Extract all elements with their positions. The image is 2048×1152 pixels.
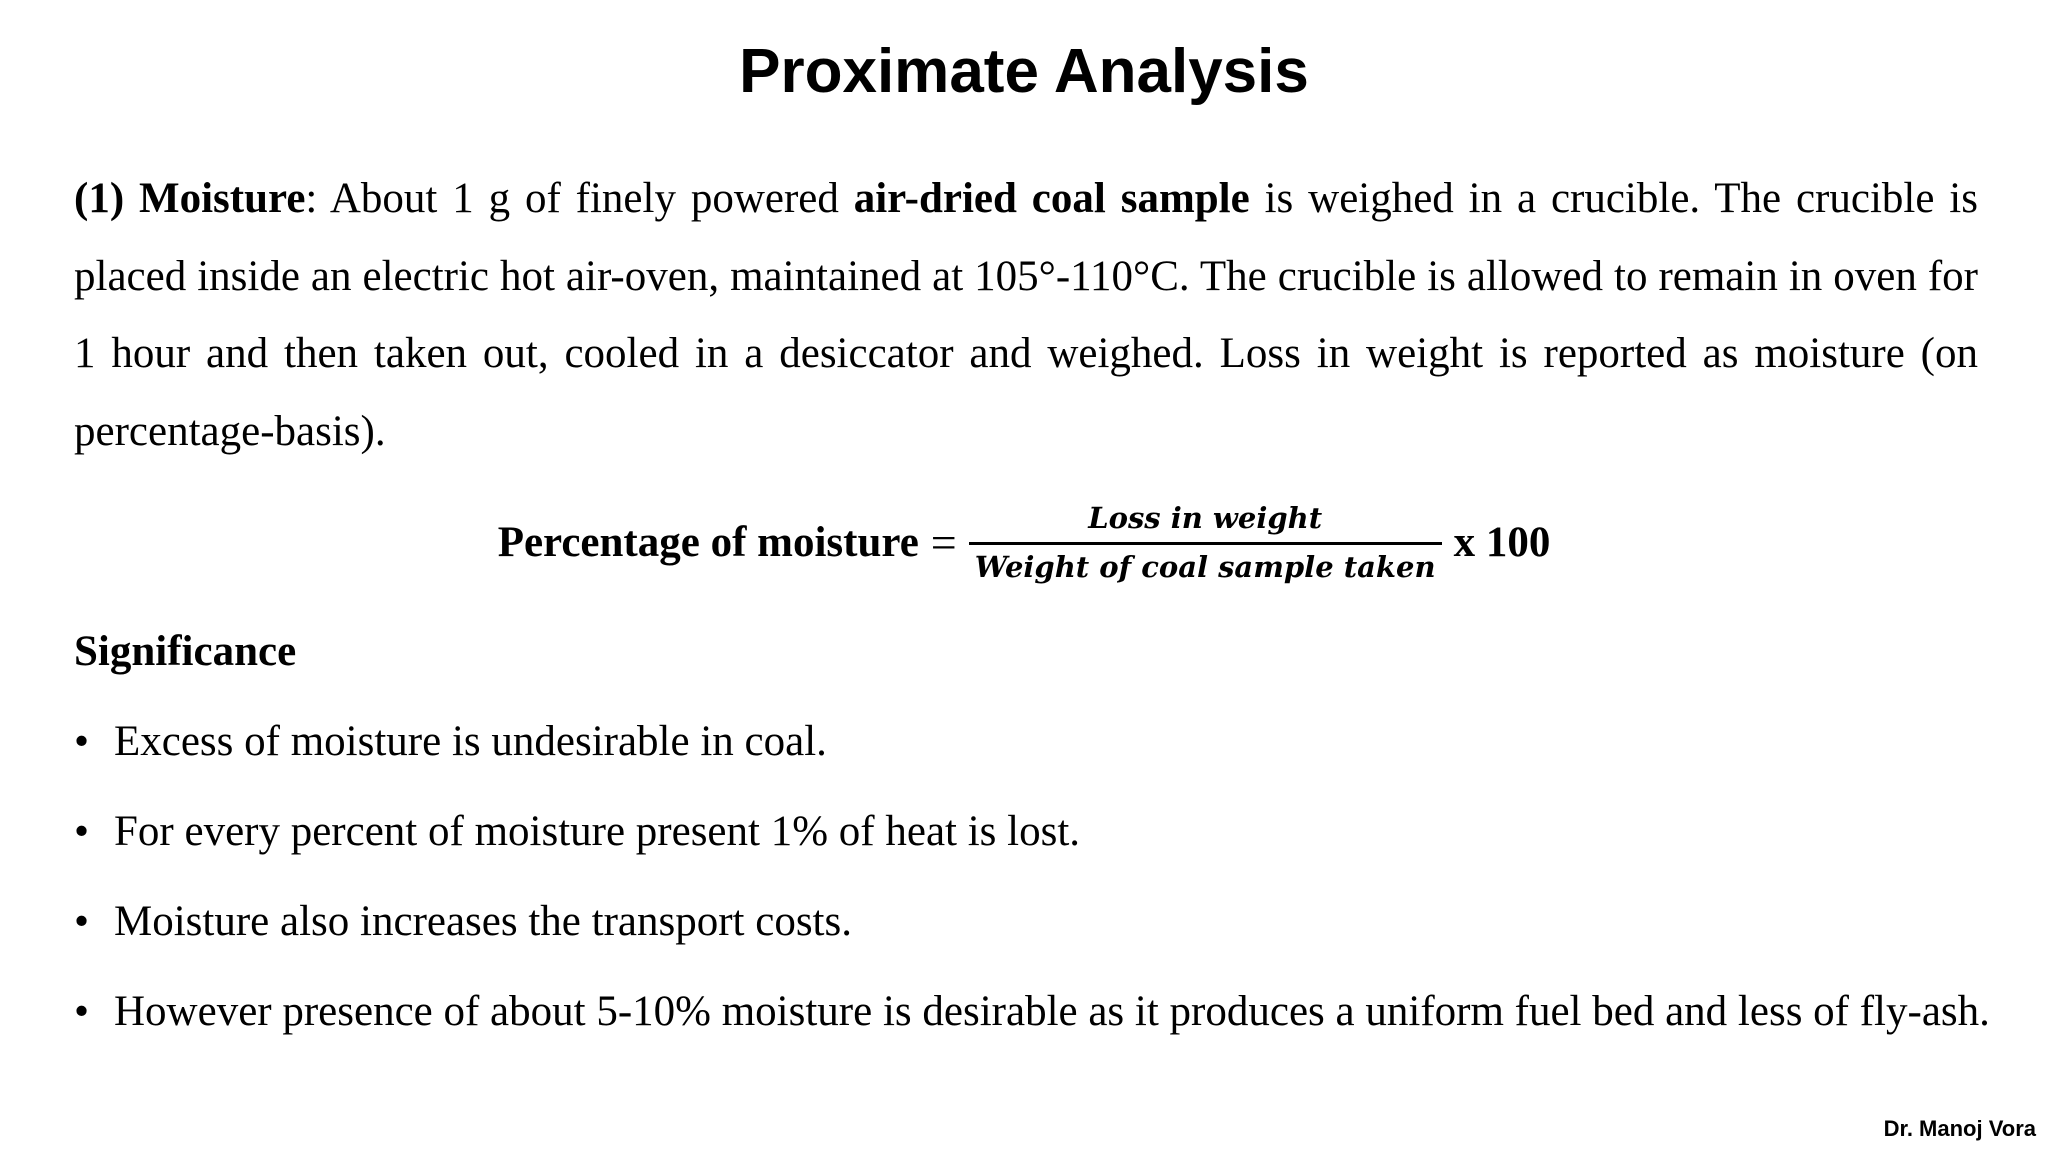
bullet-icon: • — [74, 808, 90, 855]
moisture-formula — [0, 498, 2048, 587]
moisture-text-2: is weighed in a crucible. The crucible is placed inside an electric hot air-oven, maintained at 105°-110°C. The crucible is allowed to remain in oven for 1 hour and then taken out, cooled in a desiccator and weighed. Loss in weight is reported as moisture (on percentage-basis). — [74, 175, 1978, 455]
list-item-text: However presence of about 5-10% moisture is desirable as it produces a uniform fuel bed and less of fly-ash. — [114, 988, 1990, 1035]
significance-list — [74, 712, 1990, 1072]
list-item-text: Excess of moisture is undesirable in coal. — [114, 718, 827, 765]
author-credit: Dr. Manoj Vora — [1883, 1116, 2036, 1141]
list-item — [74, 892, 1990, 982]
formula-numerator: Loss in weight — [969, 498, 1442, 545]
list-item — [74, 712, 1990, 802]
moisture-paragraph — [74, 160, 1978, 470]
moisture-label: (1) Moisture — [74, 175, 306, 222]
bullet-icon: • — [74, 718, 90, 765]
formula-multiplier: x 100 — [1453, 519, 1551, 566]
list-item-text: For every percent of moisture present 1% of heat is lost. — [114, 808, 1081, 855]
list-item-text: Moisture also increases the transport costs. — [114, 898, 852, 945]
moisture-bold-phrase: air-dried coal sample — [853, 175, 1250, 222]
list-item — [74, 982, 1990, 1072]
formula-lhs: Percentage of moisture — [497, 519, 919, 566]
bullet-icon: • — [74, 898, 90, 945]
list-item — [74, 802, 1990, 892]
slide-title: Proximate Analysis — [739, 37, 1309, 106]
formula-denominator: Weight of coal sample taken — [974, 550, 1436, 584]
formula-equals: = — [930, 517, 957, 568]
formula-fraction — [969, 498, 1442, 587]
moisture-text-1: About 1 g of finely powered — [317, 175, 854, 222]
significance-heading: Significance — [74, 628, 297, 675]
moisture-colon: : — [305, 175, 318, 222]
bullet-icon: • — [74, 988, 90, 1035]
